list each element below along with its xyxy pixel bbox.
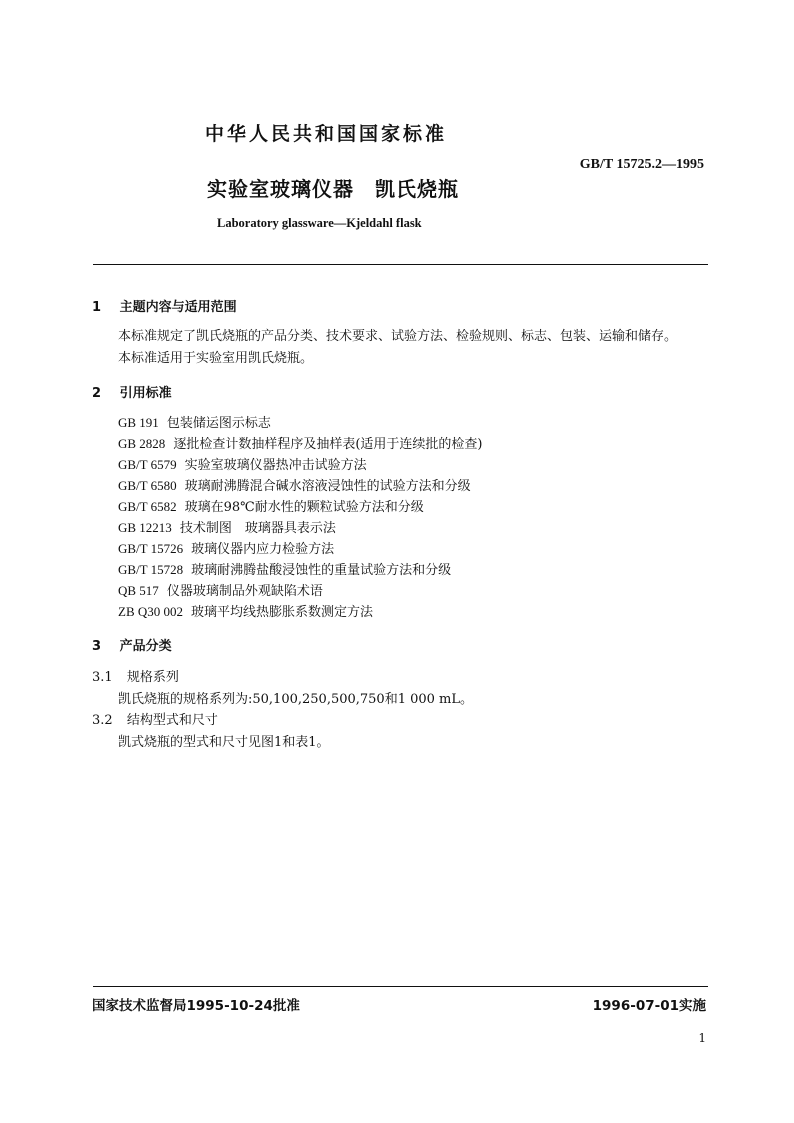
reference-title: 玻璃在98℃耐水性的颗粒试验方法和分级 xyxy=(184,500,424,515)
org-title: 中华人民共和国国家标准 xyxy=(205,123,448,145)
header-divider xyxy=(93,264,708,265)
subsection-3-1-text: 凯氏烧瓶的规格系列为:50,100,250,500,750和1 000 mL。 xyxy=(118,692,474,707)
reference-item xyxy=(118,517,336,536)
effective-date: 1996-07-01实施 xyxy=(592,998,706,1014)
reference-item xyxy=(118,454,367,473)
reference-item xyxy=(118,475,471,494)
section-1-heading xyxy=(92,296,237,315)
section-1-para-1: 本标准规定了凯氏烧瓶的产品分类、技术要求、试验方法、检验规则、标志、包装、运输和储存。 xyxy=(118,329,678,344)
subsection-3-2-title: 结构型式和尺寸 xyxy=(126,713,218,728)
reference-title: 玻璃平均线热膨胀系数测定方法 xyxy=(191,605,374,620)
reference-item xyxy=(118,433,482,452)
reference-code: GB/T 15726 xyxy=(118,541,184,556)
section-2-title: 引用标准 xyxy=(119,386,172,401)
section-1-para-2: 本标准适用于实验室用凯氏烧瓶。 xyxy=(118,351,314,366)
reference-title: 技术制图 玻璃器具表示法 xyxy=(179,521,336,536)
footer-divider xyxy=(93,986,708,987)
reference-code: ZB Q30 002 xyxy=(118,604,183,619)
reference-item xyxy=(118,580,323,599)
reference-item xyxy=(118,412,271,431)
subsection-3-1-number: 3.1 xyxy=(92,670,113,685)
reference-title: 逐批检查计数抽样程序及抽样表(适用于连续批的检查) xyxy=(173,437,483,452)
document-title-en: Laboratory glassware—Kjeldahl flask xyxy=(217,216,422,230)
subsection-3-2-heading xyxy=(92,709,218,728)
subsection-3-2-text: 凯式烧瓶的型式和尺寸见图1和表1。 xyxy=(118,735,330,750)
reference-code: GB/T 6580 xyxy=(118,478,177,493)
subsection-3-1-title: 规格系列 xyxy=(126,670,179,685)
standard-number: GB/T 15725.2—1995 xyxy=(579,157,704,172)
reference-title: 玻璃耐沸腾盐酸浸蚀性的重量试验方法和分级 xyxy=(191,563,452,578)
subsection-3-1-heading xyxy=(92,666,179,685)
reference-title: 实验室玻璃仪器热冲击试验方法 xyxy=(184,458,367,473)
reference-code: GB/T 6579 xyxy=(118,457,177,472)
section-3-number: 3 xyxy=(92,639,102,654)
reference-item xyxy=(118,559,451,578)
reference-code: GB 2828 xyxy=(118,436,166,451)
section-2-number: 2 xyxy=(92,386,102,401)
section-1-number: 1 xyxy=(92,300,102,315)
reference-item xyxy=(118,496,424,515)
reference-title: 包装储运图示标志 xyxy=(166,416,271,431)
section-3-title: 产品分类 xyxy=(119,639,172,654)
reference-code: GB/T 15728 xyxy=(118,562,184,577)
reference-title: 玻璃仪器内应力检验方法 xyxy=(191,542,335,557)
section-1-title: 主题内容与适用范围 xyxy=(119,300,237,315)
reference-code: QB 517 xyxy=(118,583,159,598)
subsection-3-2-number: 3.2 xyxy=(92,713,113,728)
reference-title: 玻璃耐沸腾混合碱水溶液浸蚀性的试验方法和分级 xyxy=(184,479,471,494)
reference-code: GB 191 xyxy=(118,415,159,430)
reference-code: GB 12213 xyxy=(118,520,172,535)
section-2-heading xyxy=(92,382,172,401)
document-title-cn: 实验室玻璃仪器 凯氏烧瓶 xyxy=(207,177,459,201)
approval-line: 国家技术监督局1995-10-24批准 xyxy=(92,998,300,1014)
section-3-heading xyxy=(92,635,172,654)
reference-title: 仪器玻璃制品外观缺陷术语 xyxy=(166,584,323,599)
reference-item xyxy=(118,601,373,620)
reference-item xyxy=(118,538,334,557)
reference-code: GB/T 6582 xyxy=(118,499,177,514)
page-number: 1 xyxy=(698,1031,706,1045)
